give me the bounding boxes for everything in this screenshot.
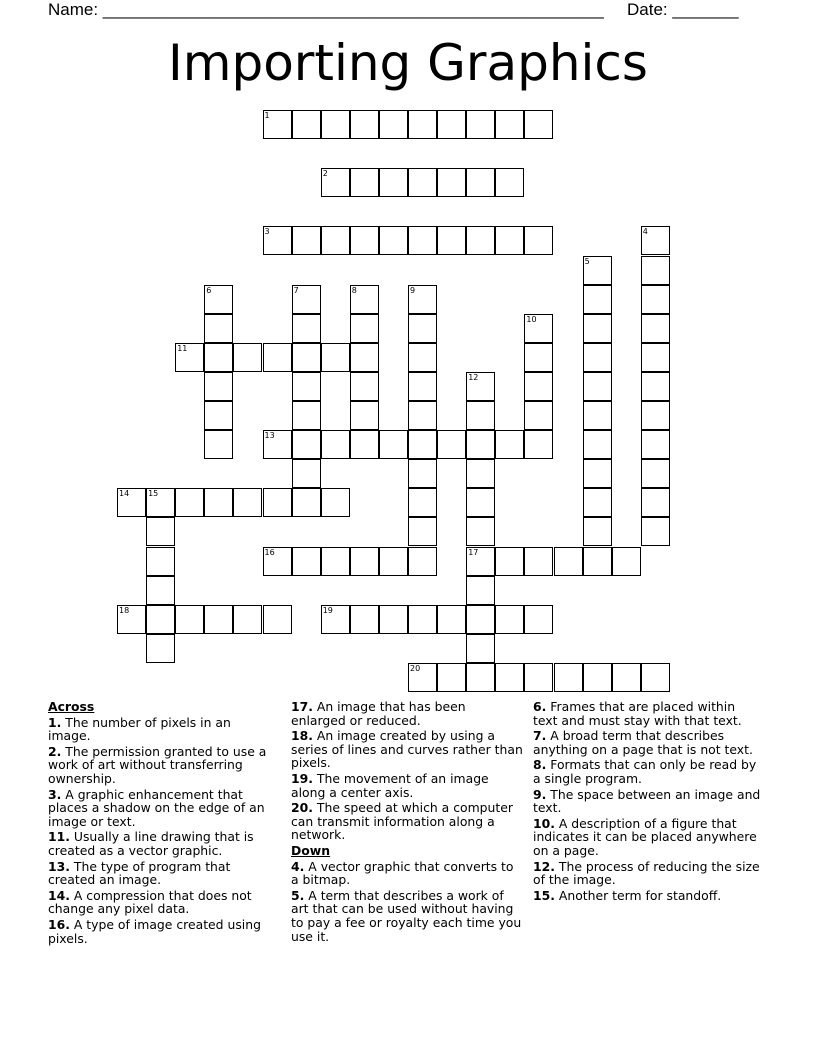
clue-number: 10 [526, 314, 537, 324]
clue-text: A type of image created using pixels. [48, 916, 261, 946]
across-clue [48, 745, 270, 786]
down-clue [533, 860, 763, 887]
clue-text: The movement of an image along a center axis. [291, 770, 489, 800]
grid-cell[interactable] [612, 547, 641, 576]
clue-number: 7 [293, 285, 299, 295]
grid-cell[interactable] [292, 401, 321, 430]
clue-text: Frames that are placed within text and must stay with that text. [533, 699, 742, 728]
down-clue [533, 817, 763, 858]
grid-cell[interactable] [292, 285, 321, 314]
grid-cell[interactable] [408, 314, 437, 343]
grid-cell[interactable] [408, 343, 437, 372]
grid-cell[interactable] [350, 401, 379, 430]
grid-cell[interactable] [583, 256, 612, 285]
grid-cell[interactable] [466, 547, 495, 576]
grid-cell[interactable] [466, 576, 495, 605]
grid-cell[interactable] [583, 488, 612, 517]
across-clue [48, 860, 270, 887]
across-heading: Across [48, 699, 95, 714]
grid-cell[interactable] [495, 226, 524, 255]
grid-cell[interactable] [350, 605, 379, 634]
grid-cell[interactable] [524, 314, 553, 343]
clue-number: 15. [533, 887, 555, 903]
grid-cell[interactable] [524, 663, 553, 692]
grid-cell[interactable] [350, 343, 379, 372]
clue-number: 19 [322, 605, 333, 615]
grid-cell[interactable] [379, 168, 408, 197]
grid-cell[interactable] [437, 110, 466, 139]
clue-number: 4 [642, 227, 648, 237]
grid-cell[interactable] [641, 517, 670, 546]
grid-cell[interactable] [583, 343, 612, 372]
grid-cell[interactable] [379, 226, 408, 255]
grid-cell[interactable] [292, 459, 321, 488]
grid-cell[interactable] [466, 459, 495, 488]
grid-cell[interactable] [554, 547, 583, 576]
grid-cell[interactable] [495, 663, 524, 692]
grid-cell[interactable] [466, 634, 495, 663]
clue-text: The number of pixels in an image. [48, 714, 231, 744]
grid-cell[interactable] [612, 663, 641, 692]
grid-cell[interactable] [146, 547, 175, 576]
grid-cell[interactable] [437, 226, 466, 255]
grid-cell[interactable] [583, 663, 612, 692]
grid-cell[interactable] [379, 110, 408, 139]
grid-cell[interactable] [641, 256, 670, 285]
clue-text: Usually a line drawing that is created as a vector graphic. [48, 829, 254, 858]
clue-number: 7. [533, 728, 547, 744]
grid-cell[interactable] [495, 605, 524, 634]
grid-cell[interactable] [321, 547, 350, 576]
grid-cell[interactable] [466, 226, 495, 255]
grid-cell[interactable] [408, 663, 437, 692]
grid-cell[interactable] [466, 605, 495, 634]
clue-number: 11 [177, 343, 188, 353]
grid-cell[interactable] [641, 285, 670, 314]
grid-cell[interactable] [321, 110, 350, 139]
name-field-label: Name: _____________________________________________________ [48, 0, 604, 19]
grid-cell[interactable] [350, 314, 379, 343]
grid-cell[interactable] [321, 226, 350, 255]
grid-cell[interactable] [350, 226, 379, 255]
clue-number: 2 [322, 169, 328, 179]
grid-cell[interactable] [583, 372, 612, 401]
grid-cell[interactable] [524, 401, 553, 430]
clue-number: 1 [264, 111, 270, 120]
down-clue [291, 889, 523, 943]
grid-cell[interactable] [466, 517, 495, 546]
grid-cell[interactable] [350, 547, 379, 576]
grid-cell[interactable] [583, 517, 612, 546]
clue-number: 4. [291, 858, 305, 874]
clue-number: 14 [119, 489, 130, 499]
clue-number: 20 [410, 663, 421, 673]
across-clue [291, 729, 523, 770]
grid-cell[interactable] [583, 459, 612, 488]
grid-cell[interactable] [292, 343, 321, 372]
clue-number: 16 [264, 547, 275, 557]
down-clue [533, 889, 763, 903]
grid-cell[interactable] [379, 430, 408, 459]
grid-cell[interactable] [175, 488, 204, 517]
clue-number: 13 [264, 431, 275, 441]
grid-cell[interactable] [641, 343, 670, 372]
date-field-label: Date: _______ [627, 0, 739, 19]
grid-cell[interactable] [408, 226, 437, 255]
grid-cell[interactable] [321, 430, 350, 459]
grid-cell[interactable] [495, 110, 524, 139]
grid-cell[interactable] [466, 663, 495, 692]
grid-cell[interactable] [437, 663, 466, 692]
grid-cell[interactable] [263, 547, 292, 576]
grid-cell[interactable] [263, 605, 292, 634]
grid-cell[interactable] [292, 488, 321, 517]
grid-cell[interactable] [292, 110, 321, 139]
grid-cell[interactable] [408, 547, 437, 576]
clue-number: 20. [291, 800, 313, 816]
grid-cell[interactable] [408, 168, 437, 197]
grid-cell[interactable] [466, 430, 495, 459]
clue-number: 18 [119, 605, 130, 615]
grid-cell[interactable] [466, 401, 495, 430]
grid-cell[interactable] [117, 488, 146, 517]
grid-cell[interactable] [350, 430, 379, 459]
clue-number: 8 [351, 285, 357, 295]
grid-cell[interactable] [495, 547, 524, 576]
clue-text: A vector graphic that converts to a bitmap. [291, 858, 514, 888]
clue-text: The process of reducing the size of the image. [533, 858, 760, 888]
across-clue [48, 716, 270, 743]
down-clue [533, 788, 763, 815]
down-clue [533, 729, 763, 756]
grid-cell[interactable] [292, 372, 321, 401]
clue-number: 13. [48, 858, 70, 874]
clue-number: 3 [264, 227, 270, 237]
grid-cell[interactable] [263, 110, 292, 139]
grid-cell[interactable] [379, 605, 408, 634]
grid-cell[interactable] [408, 285, 437, 314]
grid-cell[interactable] [524, 343, 553, 372]
clue-number: 6. [533, 699, 547, 714]
grid-cell[interactable] [263, 226, 292, 255]
grid-cell[interactable] [583, 430, 612, 459]
grid-cell[interactable] [466, 168, 495, 197]
grid-cell[interactable] [321, 168, 350, 197]
grid-cell[interactable] [146, 605, 175, 634]
clue-text: Another term for standoff. [554, 887, 722, 903]
grid-cell[interactable] [233, 605, 262, 634]
grid-cell[interactable] [204, 488, 233, 517]
grid-cell[interactable] [350, 168, 379, 197]
grid-cell[interactable] [175, 605, 204, 634]
grid-cell[interactable] [641, 401, 670, 430]
grid-cell[interactable] [641, 430, 670, 459]
grid-cell[interactable] [524, 430, 553, 459]
clue-number: 16. [48, 916, 70, 932]
grid-cell[interactable] [583, 314, 612, 343]
grid-cell[interactable] [641, 226, 670, 255]
clue-number: 17. [291, 699, 313, 714]
clue-number: 17 [468, 547, 479, 557]
grid-cell[interactable] [524, 372, 553, 401]
grid-cell[interactable] [321, 488, 350, 517]
grid-cell[interactable] [495, 168, 524, 197]
grid-cell[interactable] [641, 663, 670, 692]
grid-cell[interactable] [146, 634, 175, 663]
grid-cell[interactable] [350, 110, 379, 139]
grid-cell[interactable] [350, 285, 379, 314]
grid-cell[interactable] [204, 285, 233, 314]
grid-cell[interactable] [204, 372, 233, 401]
grid-cell[interactable] [350, 372, 379, 401]
grid-cell[interactable] [408, 110, 437, 139]
clue-text: Formats that can only be read by a single program. [533, 757, 757, 786]
grid-cell[interactable] [466, 372, 495, 401]
clue-text: The speed at which a computer can transmit information along a network. [291, 800, 513, 843]
grid-cell[interactable] [641, 459, 670, 488]
grid-cell[interactable] [204, 343, 233, 372]
grid-cell[interactable] [292, 547, 321, 576]
clue-number: 3. [48, 786, 62, 802]
grid-cell[interactable] [466, 488, 495, 517]
clue-text: The type of program that created an image. [48, 858, 231, 888]
clue-number: 5 [584, 256, 590, 266]
grid-cell[interactable] [146, 517, 175, 546]
clue-text: A compression that does not change any pixel data. [48, 887, 252, 917]
across-clue [291, 772, 523, 799]
grid-cell[interactable] [292, 430, 321, 459]
grid-cell[interactable] [524, 547, 553, 576]
grid-cell[interactable] [292, 314, 321, 343]
grid-cell[interactable] [641, 372, 670, 401]
grid-cell[interactable] [437, 430, 466, 459]
grid-cell[interactable] [583, 547, 612, 576]
clue-number: 9. [533, 786, 547, 802]
grid-cell[interactable] [408, 605, 437, 634]
grid-cell[interactable] [233, 343, 262, 372]
grid-cell[interactable] [175, 343, 204, 372]
grid-cell[interactable] [263, 488, 292, 517]
across-clue [48, 918, 270, 945]
clue-number: 8. [533, 757, 547, 773]
grid-cell[interactable] [524, 605, 553, 634]
grid-cell[interactable] [408, 401, 437, 430]
clue-text: A graphic enhancement that places a shadow on the edge of an image or text. [48, 786, 265, 829]
grid-cell[interactable] [321, 343, 350, 372]
clue-number: 6 [206, 285, 212, 295]
grid-cell[interactable] [233, 488, 262, 517]
grid-cell[interactable] [204, 314, 233, 343]
clue-number: 14. [48, 887, 70, 903]
grid-cell[interactable] [524, 110, 553, 139]
clue-number: 12. [533, 858, 555, 874]
grid-cell[interactable] [408, 517, 437, 546]
grid-cell[interactable] [321, 605, 350, 634]
clue-text: An image created by using a series of lines and curves rather than pixels. [291, 728, 523, 771]
clue-number: 9 [410, 285, 416, 295]
clue-text: The space between an image and text. [533, 786, 761, 816]
clue-text: A description of a figure that indicates it can be placed anywhere on a page. [533, 815, 757, 858]
across-clue [48, 788, 270, 829]
clue-text: A term that describes a work of art that can be used without having to pay a fee or royalty each time you use it. [291, 887, 522, 944]
grid-cell[interactable] [408, 488, 437, 517]
clue-column-3 [533, 700, 763, 904]
grid-cell[interactable] [583, 401, 612, 430]
clue-number: 2. [48, 743, 62, 759]
down-clue [533, 758, 763, 785]
puzzle-title: Importing Graphics [168, 34, 648, 92]
grid-cell[interactable] [408, 459, 437, 488]
clue-number: 12 [468, 372, 479, 382]
clue-text: A broad term that describes anything on a page that is not text. [533, 728, 753, 757]
grid-cell[interactable] [204, 605, 233, 634]
grid-cell[interactable] [379, 547, 408, 576]
grid-cell[interactable] [641, 314, 670, 343]
grid-cell[interactable] [554, 663, 583, 692]
down-heading: Down [291, 842, 331, 858]
clue-column-1 [48, 700, 270, 947]
grid-cell[interactable] [583, 285, 612, 314]
across-clue [291, 700, 523, 727]
clue-text: The permission granted to use a work of art without transferring ownership. [48, 743, 267, 786]
grid-cell[interactable] [524, 226, 553, 255]
clue-column-2 [291, 700, 523, 945]
across-clue [48, 889, 270, 916]
clue-number: 1. [48, 714, 62, 730]
clue-number: 19. [291, 770, 313, 786]
grid-cell[interactable] [146, 576, 175, 605]
grid-cell[interactable] [146, 488, 175, 517]
grid-cell[interactable] [204, 430, 233, 459]
grid-cell[interactable] [408, 372, 437, 401]
grid-cell[interactable] [466, 110, 495, 139]
grid-cell[interactable] [204, 401, 233, 430]
down-clue [533, 700, 763, 727]
across-clue [291, 801, 523, 842]
grid-cell[interactable] [117, 605, 146, 634]
grid-cell[interactable] [495, 430, 524, 459]
across-clue [48, 830, 270, 857]
down-clue [291, 860, 523, 887]
clue-number: 18. [291, 728, 313, 744]
grid-cell[interactable] [263, 430, 292, 459]
clue-number: 10. [533, 815, 555, 831]
grid-cell[interactable] [292, 226, 321, 255]
grid-cell[interactable] [263, 343, 292, 372]
clue-number: 11. [48, 829, 70, 845]
grid-cell[interactable] [408, 430, 437, 459]
grid-cell[interactable] [437, 605, 466, 634]
clue-number: 5. [291, 887, 305, 903]
grid-cell[interactable] [437, 168, 466, 197]
grid-cell[interactable] [641, 488, 670, 517]
clue-number: 15 [148, 489, 159, 499]
clue-text: An image that has been enlarged or reduced. [291, 699, 466, 728]
